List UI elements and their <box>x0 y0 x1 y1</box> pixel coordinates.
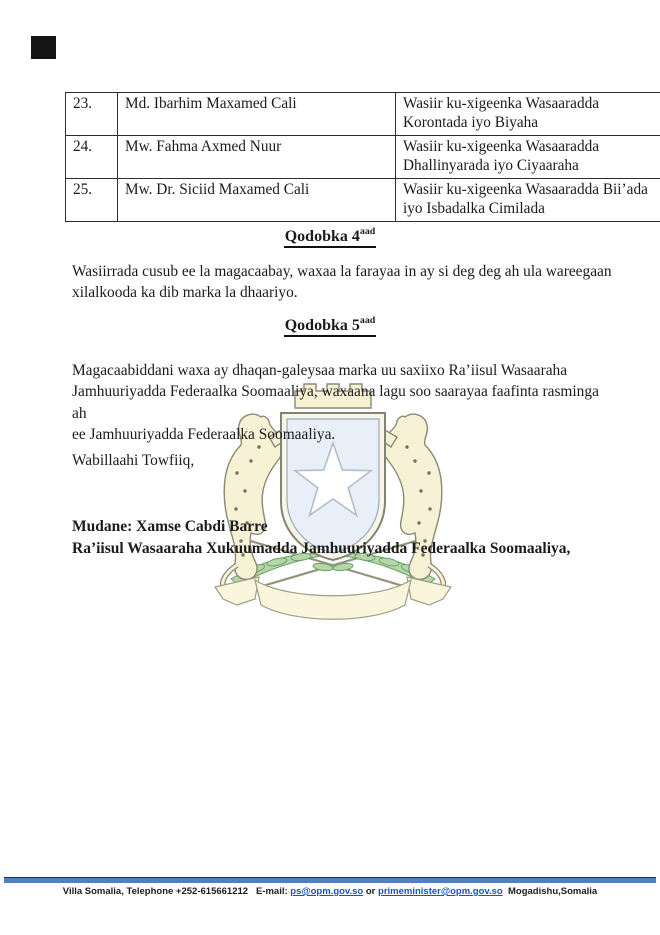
footer-text <box>0 886 660 897</box>
ribbon-icon <box>215 577 451 619</box>
paragraph-line: ee Jamhuuriyadda Federaalka Soomaaliya. <box>72 426 336 444</box>
paragraph-line: xilalkooda ka dib marka la dhaariyo. <box>72 284 298 302</box>
paragraph-line: Jamhuuriyadda Federaalka Soomaaliya, waxaana lagu soo saarayaa faafinta rasminga ah <box>72 383 599 422</box>
signature-name: Mudane: Xamse Cabdi Barre <box>72 518 268 535</box>
heading-superscript: aad <box>359 315 376 326</box>
paragraph-line: Magacaabiddani waxa ay dhaqan-galeysaa marka uu saxiixo Ra’iisul Wasaaraha <box>72 362 568 379</box>
row-number: 24. <box>66 136 118 179</box>
row-number: 25. <box>66 179 118 222</box>
signature-title: Ra’iisul Wasaaraha Xukuumadda Jamhuuriyadda Federaalka Soomaaliya, <box>72 539 571 557</box>
closing-phrase: Wabillaahi Towfiiq, <box>72 452 195 469</box>
heading-text: Qodobka 4 <box>284 228 360 246</box>
footer-city: Mogadishu,Somalia <box>502 886 598 897</box>
paragraph-line: Wasiirrada cusub ee la magacaabay, waxaa la farayaa in ay si deg deg ah ula wareegaan <box>72 263 612 280</box>
paragraph-qodobka-4 <box>72 261 612 304</box>
minister-name: Mw. Fahma Axmed Nuur <box>118 136 396 179</box>
footer-address: Villa Somalia, Telephone +252-615661212 E-mail: <box>62 886 291 897</box>
ministers-table <box>65 92 660 222</box>
footer-rule <box>4 877 656 883</box>
footer-email-ps-link[interactable]: ps@opm.gov.so <box>290 886 364 897</box>
row-number: 23. <box>66 93 118 136</box>
table-row <box>66 179 660 222</box>
table-row <box>66 136 660 179</box>
section-heading-qodobka-5 <box>0 316 660 335</box>
heading-text: Qodobka 5 <box>284 317 360 335</box>
signature-block <box>72 516 570 559</box>
footer-email-pm-link[interactable]: primeminister@opm.gov.so <box>378 886 503 897</box>
paragraph-qodobka-5 <box>72 360 612 446</box>
minister-name: Mw. Dr. Siciid Maxamed Cali <box>118 179 396 222</box>
minister-name: Md. Ibarhim Maxamed Cali <box>118 93 396 136</box>
scan-artifact-square <box>31 36 56 59</box>
minister-position: Wasiir ku-xigeenka Wasaaradda Korontada iyo Biyaha <box>396 93 660 136</box>
minister-position: Wasiir ku-xigeenka Wasaaradda Bii’ada iyo Isbadalka Cimilada <box>396 179 660 222</box>
footer-or: or <box>363 886 379 897</box>
section-heading-qodobka-4 <box>0 227 660 246</box>
table-row <box>66 93 660 136</box>
heading-superscript: aad <box>359 226 376 237</box>
minister-position: Wasiir ku-xigeenka Wasaaradda Dhallinyarada iyo Ciyaaraha <box>396 136 660 179</box>
